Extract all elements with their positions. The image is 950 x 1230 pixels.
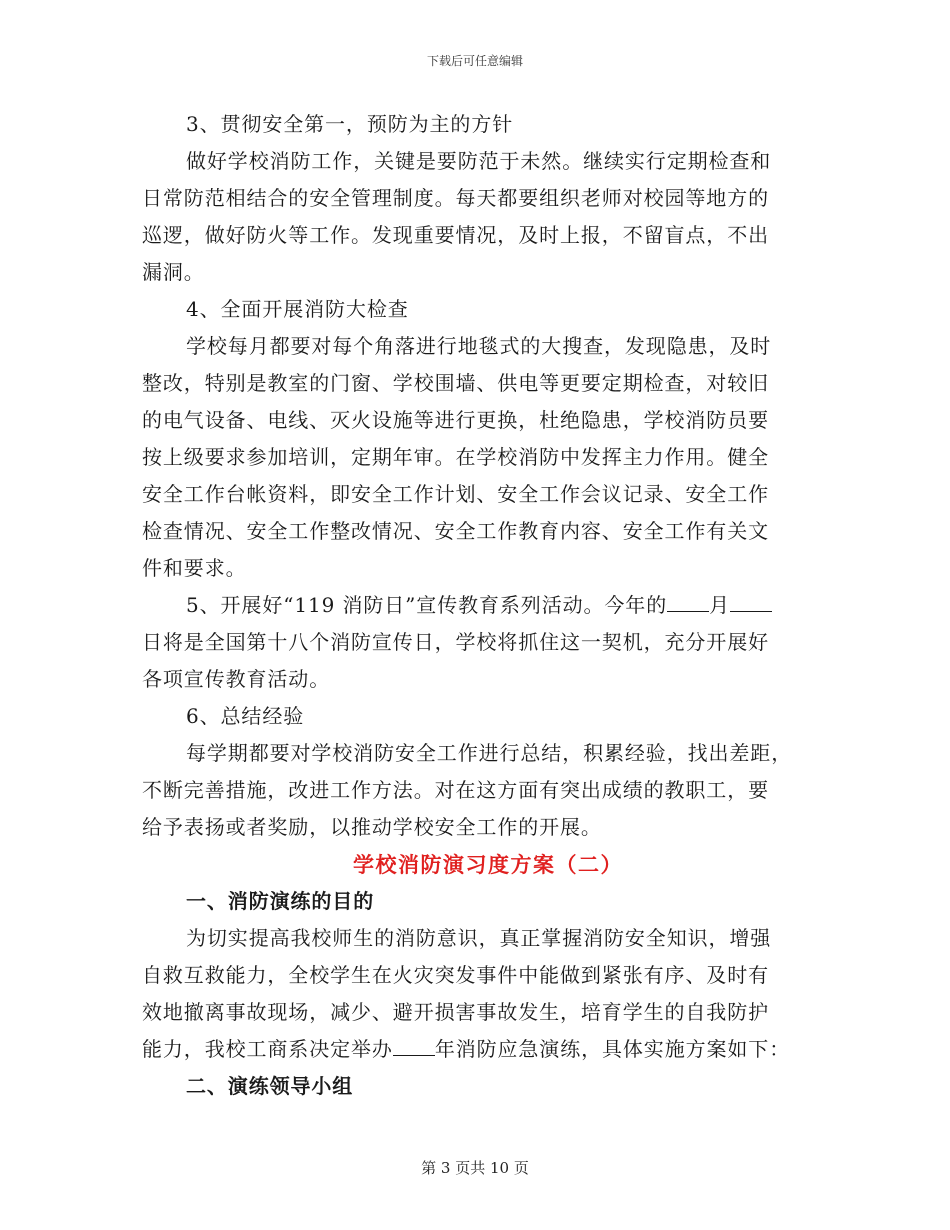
- section-3-line: 做好学校消防工作，关键是要防范于未然。继续实行定期检查和: [186, 149, 772, 173]
- page-header: 下载后可任意编辑: [426, 54, 523, 68]
- part-1-text: 能力，我校工商系决定举办: [142, 1037, 393, 1061]
- fill-blank-month[interactable]: [667, 593, 709, 612]
- section-4-heading: 4、全面开展消防大检查: [186, 297, 409, 321]
- section-3-heading: 3、贯彻安全第一，预防为主的方针: [186, 112, 514, 136]
- section-3-line: 漏洞。: [142, 260, 205, 284]
- part-1-line: 自救互救能力，全校学生在火灾突发事件中能做到紧张有序、及时有: [142, 963, 769, 987]
- section-6-line: 给予表扬或者奖励，以推动学校安全工作的开展。: [142, 815, 602, 839]
- part-1-heading: 一、消防演练的目的: [186, 889, 375, 913]
- section-4-line: 件和要求。: [142, 556, 247, 580]
- section-3-line: 日常防范相结合的安全管理制度。每天都要组织老师对校园等地方的: [142, 186, 769, 210]
- section-5-first-line: [142, 587, 808, 624]
- section-4-line: 按上级要求参加培训，定期年审。在学校消防中发挥主力作用。健全: [142, 445, 769, 469]
- part-1-line: 为切实提高我校师生的消防意识，真正掌握消防安全知识，增强: [186, 926, 772, 950]
- fill-blank-day[interactable]: [730, 593, 772, 612]
- document-body: [142, 106, 808, 1105]
- page-number: 第 3 页共 10 页: [421, 1159, 529, 1177]
- fill-blank-year[interactable]: [393, 1037, 435, 1056]
- section-4-line: 学校每月都要对每个角落进行地毯式的大搜查，发现隐患，及时: [186, 334, 772, 358]
- section-6-heading: 6、总结经验: [186, 704, 305, 728]
- part-1-line: 效地撤离事故现场，减少、避开损害事故发生，培育学生的自我防护: [142, 1000, 769, 1024]
- section-5-text: 5、开展好“119 消防日”宣传教育系列活动。今年的: [186, 593, 668, 617]
- section-5-line: 日将是全国第十八个消防宣传日，学校将抓住这一契机，充分开展好: [142, 630, 769, 654]
- section-6-line: 每学期都要对学校消防安全工作进行总结，积累经验，找出差距，: [186, 741, 793, 765]
- section-6-line: 不断完善措施，改进工作方法。对在这方面有突出成绩的教职工，要: [142, 778, 769, 802]
- part-2-heading: 二、演练领导小组: [186, 1074, 354, 1098]
- section-5-text: 月: [709, 593, 731, 617]
- part-1-last-line: [142, 1031, 808, 1068]
- plan-title: 学校消防演习度方案（二）: [353, 852, 623, 877]
- part-1-text: 年消防应急演练，具体实施方案如下：: [434, 1037, 791, 1061]
- section-4-line: 检查情况、安全工作整改情况、安全工作教育内容、安全工作有关文: [142, 519, 769, 543]
- section-5-line: 各项宣传教育活动。: [142, 667, 331, 691]
- section-4-line: 整改，特别是教室的门窗、学校围墙、供电等更要定期检查，对较旧: [142, 371, 769, 395]
- section-4-line: 安全工作台帐资料，即安全工作计划、安全工作会议记录、安全工作: [142, 482, 769, 506]
- section-4-line: 的电气设备、电线、灭火设施等进行更换，杜绝隐患，学校消防员要: [142, 408, 769, 432]
- section-3-line: 巡逻，做好防火等工作。发现重要情况，及时上报，不留盲点，不出: [142, 223, 769, 247]
